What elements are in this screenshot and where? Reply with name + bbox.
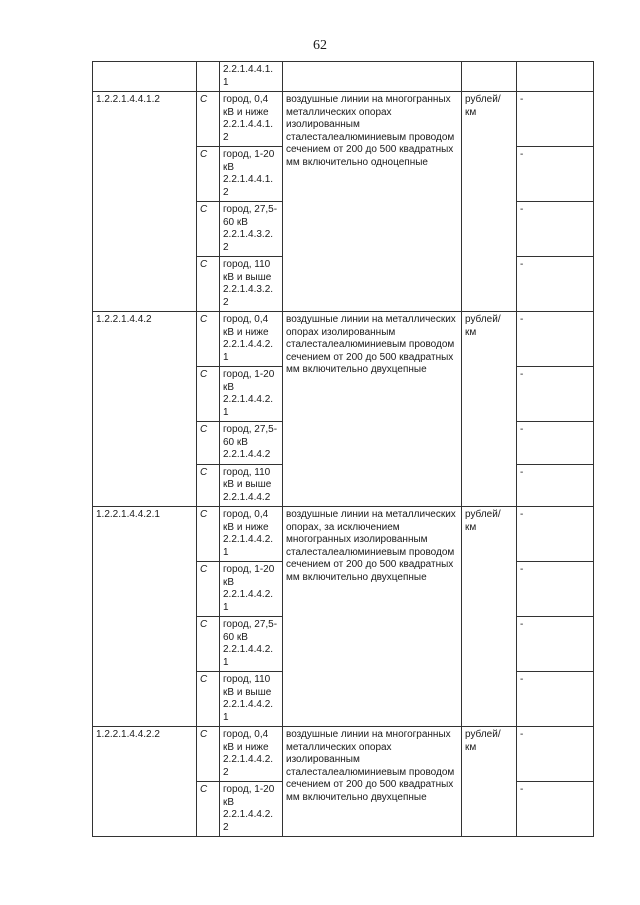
unit-cell: рублей/ км [462, 507, 517, 727]
letter-cell: С [197, 672, 220, 727]
description-cell [283, 62, 462, 92]
area-cell: город, 1-20 кВ 2.2.1.4.4.2. 1 [220, 562, 283, 617]
area-cell: город, 27,5-60 кВ 2.2.1.4.3.2. 2 [220, 202, 283, 257]
letter-cell: С [197, 464, 220, 507]
area-cell: 2.2.1.4.4.1. 1 [220, 62, 283, 92]
value-cell: - [517, 672, 594, 727]
value-cell: - [517, 782, 594, 837]
value-cell [517, 62, 594, 92]
area-cell: город, 27,5-60 кВ 2.2.1.4.4.2 [220, 422, 283, 465]
value-cell: - [517, 727, 594, 782]
page-number: 62 [313, 38, 327, 53]
letter-cell: С [197, 507, 220, 562]
description-cell: воздушные линии на металлических опорах, за исключением многогранных изолированным сталеcталеалюминиевым проводом сечением от 200 до 500 квадратных мм включительно двухцепные [283, 507, 462, 727]
area-cell: город, 0,4 кВ и ниже 2.2.1.4.4.2. 1 [220, 312, 283, 367]
table-row [93, 312, 594, 367]
value-cell: - [517, 92, 594, 147]
unit-cell: рублей/ км [462, 727, 517, 837]
code-cell: 1.2.2.1.4.4.2.2 [93, 727, 197, 837]
description-cell: воздушные линии на многогранных металлических опорах изолированным сталеcталеалюминиевым проводом сечением от 200 до 500 квадратных мм включительно двухцепные [283, 727, 462, 837]
letter-cell: С [197, 422, 220, 465]
description-cell: воздушные линии на многогранных металлических опорах изолированным сталеcталеалюминиевым проводом сечением от 200 до 500 квадратных мм включительно одноцепные [283, 92, 462, 312]
value-cell: - [517, 617, 594, 672]
area-cell: город, 1-20 кВ 2.2.1.4.4.2. 1 [220, 367, 283, 422]
value-cell: - [517, 562, 594, 617]
code-cell [93, 62, 197, 92]
code-cell: 1.2.2.1.4.4.2.1 [93, 507, 197, 727]
area-cell: город, 27,5-60 кВ 2.2.1.4.4.2. 1 [220, 617, 283, 672]
table-row [93, 727, 594, 782]
letter-cell: С [197, 312, 220, 367]
letter-cell: С [197, 92, 220, 147]
area-cell: город, 110 кВ и выше 2.2.1.4.3.2. 2 [220, 257, 283, 312]
table-row [93, 507, 594, 562]
unit-cell: рублей/ км [462, 92, 517, 312]
unit-cell: рублей/ км [462, 312, 517, 507]
letter-cell: С [197, 782, 220, 837]
area-cell: город, 0,4 кВ и ниже 2.2.1.4.4.1. 2 [220, 92, 283, 147]
value-cell: - [517, 422, 594, 465]
value-cell: - [517, 202, 594, 257]
letter-cell: С [197, 147, 220, 202]
letter-cell: С [197, 727, 220, 782]
value-cell: - [517, 367, 594, 422]
area-cell: город, 1-20 кВ 2.2.1.4.4.1. 2 [220, 147, 283, 202]
table-row [93, 92, 594, 147]
letter-cell: С [197, 202, 220, 257]
code-cell: 1.2.2.1.4.4.1.2 [93, 92, 197, 312]
description-cell: воздушные линии на металлических опорах изолированным сталеcталеалюминиевым проводом сечением от 200 до 500 квадратных мм включительно двухцепные [283, 312, 462, 507]
value-cell: - [517, 147, 594, 202]
tariff-table [92, 61, 594, 837]
value-cell: - [517, 464, 594, 507]
unit-cell [462, 62, 517, 92]
value-cell: - [517, 257, 594, 312]
code-cell: 1.2.2.1.4.4.2 [93, 312, 197, 507]
letter-cell: С [197, 257, 220, 312]
area-cell: город, 0,4 кВ и ниже 2.2.1.4.4.2. 1 [220, 507, 283, 562]
value-cell: - [517, 507, 594, 562]
letter-cell [197, 62, 220, 92]
area-cell: город, 110 кВ и выше 2.2.1.4.4.2 [220, 464, 283, 507]
area-cell: город, 0,4 кВ и ниже 2.2.1.4.4.2. 2 [220, 727, 283, 782]
value-cell: - [517, 312, 594, 367]
letter-cell: С [197, 562, 220, 617]
letter-cell: С [197, 617, 220, 672]
area-cell: город, 110 кВ и выше 2.2.1.4.4.2. 1 [220, 672, 283, 727]
table-row-continuation [93, 62, 594, 92]
letter-cell: С [197, 367, 220, 422]
area-cell: город, 1-20 кВ 2.2.1.4.4.2. 2 [220, 782, 283, 837]
